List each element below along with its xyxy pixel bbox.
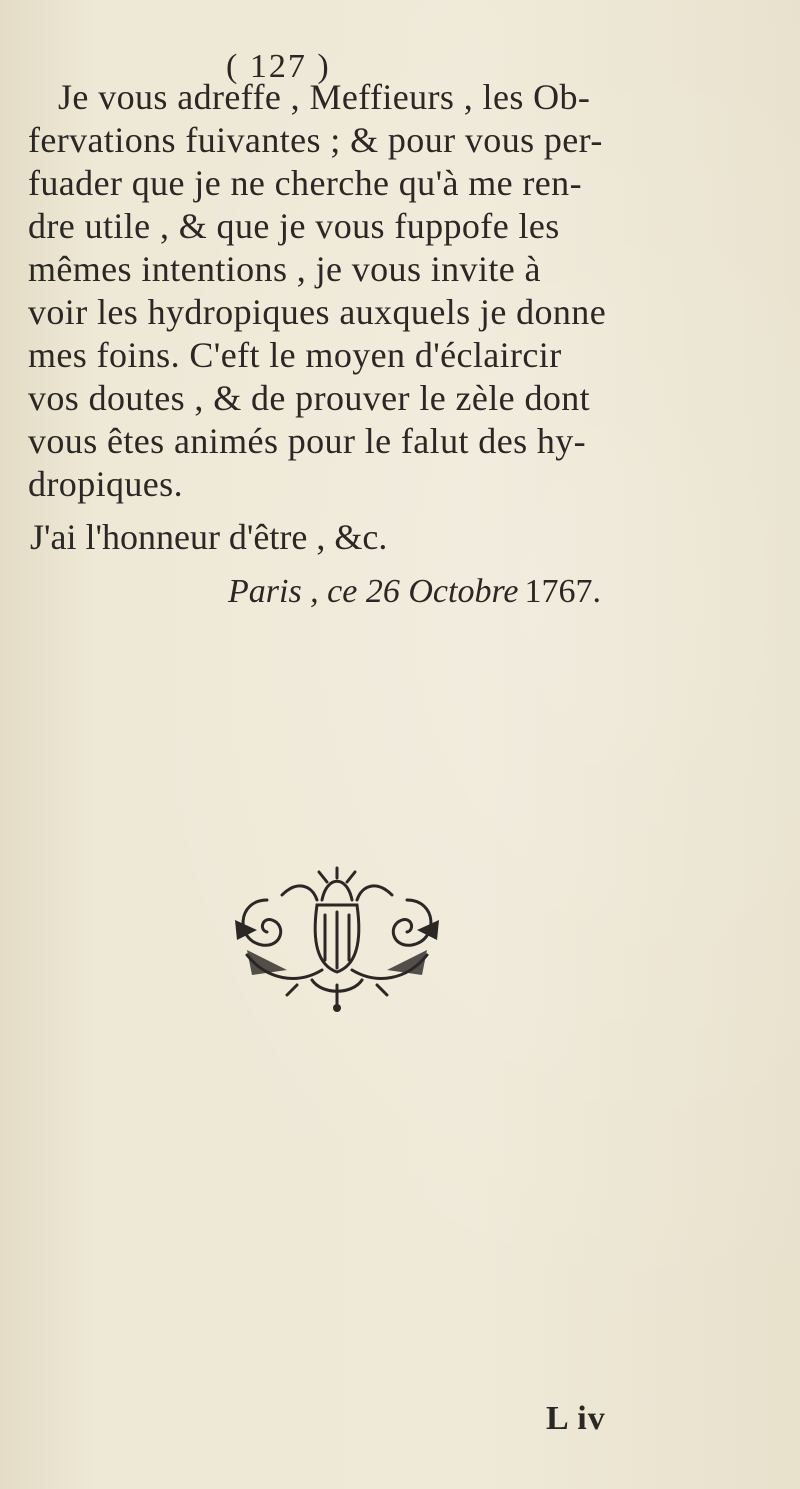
text-line: vous êtes animés pour le falut des hy-	[28, 421, 587, 461]
floral-ornament-icon	[227, 860, 447, 1020]
text-line: mes foins. C'eft le moyen d'éclaircir	[28, 335, 562, 375]
signature-mark: L iv	[546, 1400, 606, 1437]
page-number: ( 127 )	[226, 48, 331, 85]
text-line: dre utile , & que je vous fuppofe les	[28, 206, 560, 246]
dateline-year: 1767.	[524, 573, 602, 610]
dateline	[228, 572, 601, 612]
text-line: vos doutes , & de prouver le zèle dont	[28, 378, 591, 418]
text-line: mêmes intentions , je vous invite à	[28, 249, 541, 289]
body-paragraph	[28, 76, 788, 506]
text-line: dropiques.	[28, 464, 183, 504]
text-line: Je vous adreffe , Meffieurs , les Ob-	[58, 77, 591, 117]
dateline-place-date: Paris , ce 26 Octobre	[228, 573, 519, 610]
closing-salutation: J'ai l'honneur d'être , &c.	[30, 517, 388, 557]
text-line: fervations fuivantes ; & pour vous per-	[28, 120, 603, 160]
text-line: voir les hydropiques auxquels je donne	[28, 292, 607, 332]
text-line: fuader que je ne cherche qu'à me ren-	[28, 163, 582, 203]
